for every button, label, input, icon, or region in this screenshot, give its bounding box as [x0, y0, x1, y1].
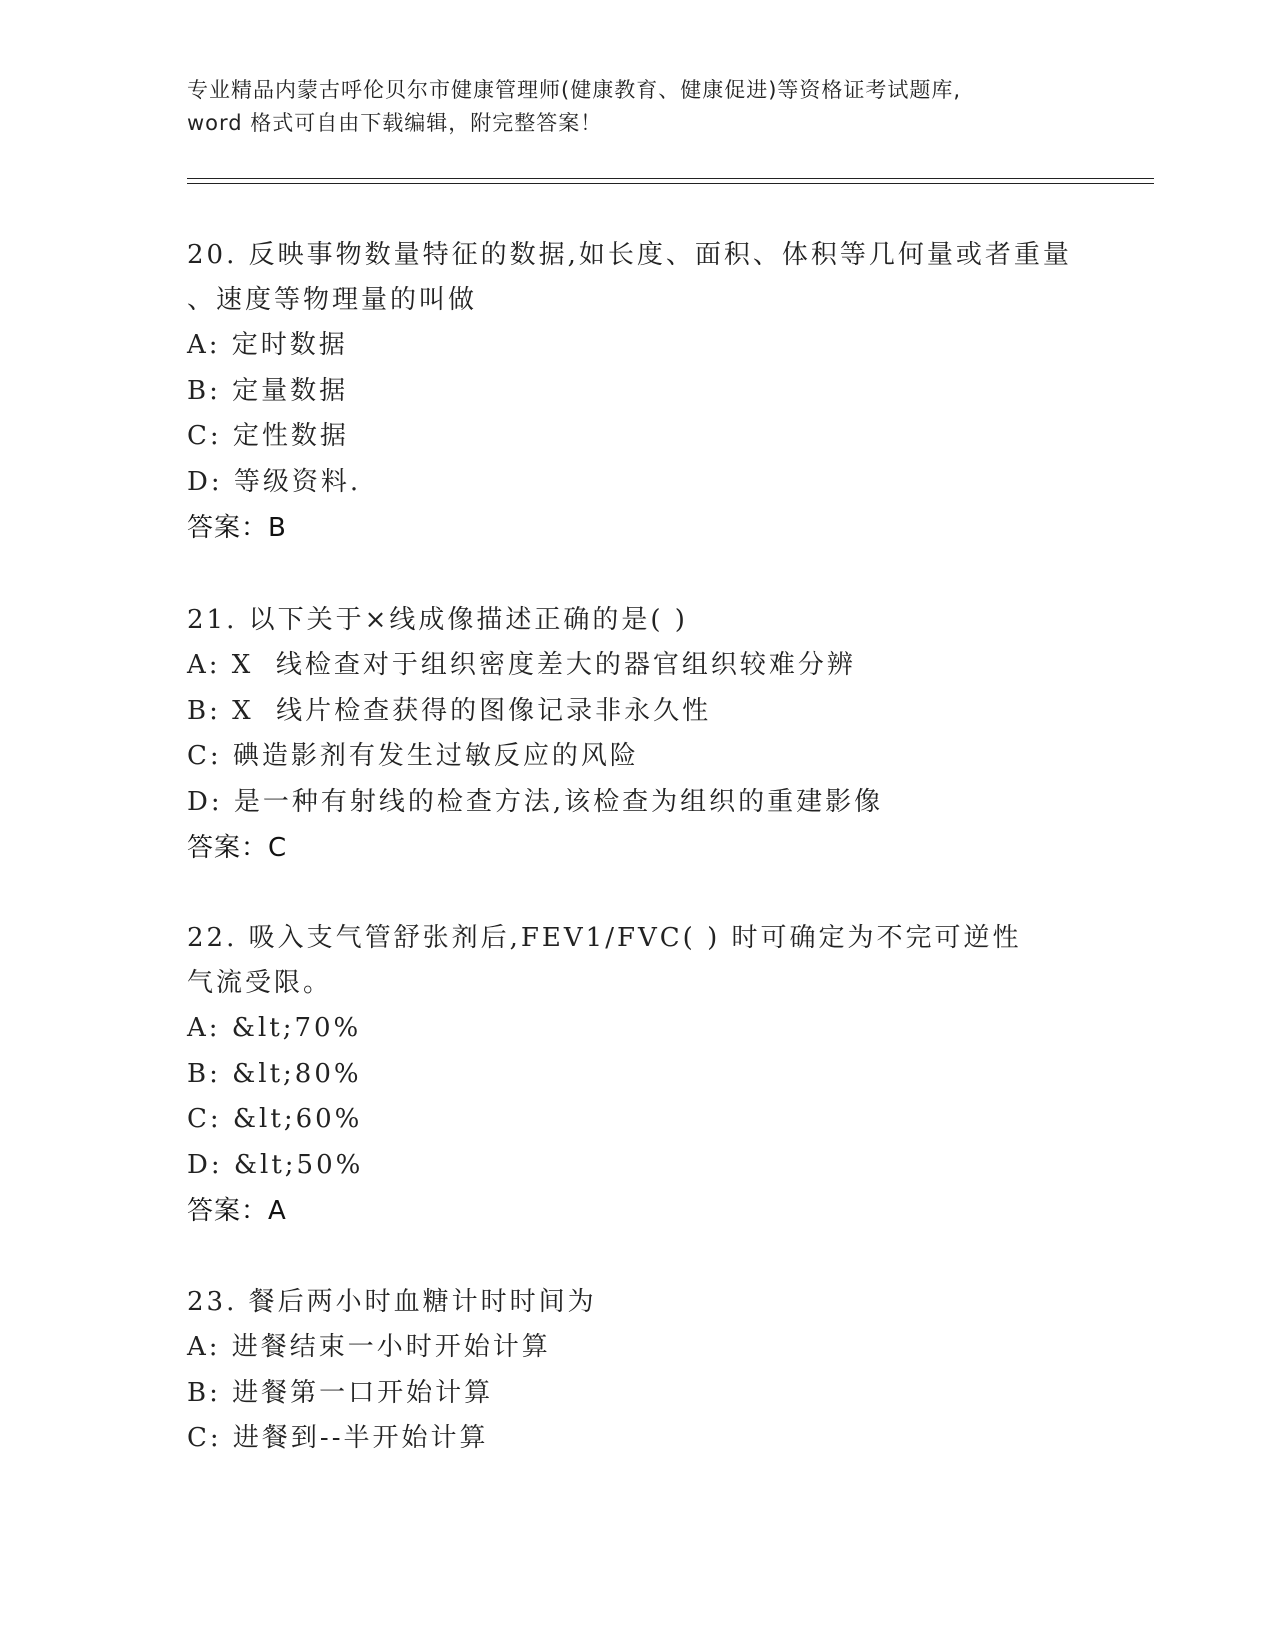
question-line: 、速度等物理量的叫做: [187, 285, 478, 315]
option-c: C: 碘造影剂有发生过敏反应的风险: [187, 741, 639, 771]
option-d: D: &lt;50%: [187, 1149, 364, 1180]
question-line: 20. 反映事物数量特征的数据,如长度、面积、体积等几何量或者重量: [187, 240, 1072, 270]
answer: 答案：C: [187, 833, 288, 863]
option-b: B: 进餐第一口开始计算: [187, 1377, 494, 1408]
question-line: 22. 吸入支气管舒张剂后,FEV1/FVC( ) 时可确定为不完可逆性: [187, 923, 1022, 953]
option-d: D: 是一种有射线的检查方法,该检查为组织的重建影像: [187, 786, 884, 817]
option-c: C: 进餐到--半开始计算: [187, 1423, 489, 1453]
question-text: [187, 598, 1087, 643]
question-23: [187, 1280, 1087, 1462]
question-line: 23. 餐后两小时血糖计时时间为: [187, 1287, 597, 1317]
option-a: A: X 线检查对于组织密度差大的器官组织较难分辨: [187, 650, 856, 680]
option-b: B: X 线片检查获得的图像记录非永久性: [187, 695, 712, 726]
option-b: B: 定量数据: [187, 375, 349, 406]
document-header: [187, 74, 1087, 140]
header-divider-bottom: [187, 183, 1154, 184]
question-20: [187, 233, 1087, 551]
question-line: 气流受限。: [187, 968, 333, 998]
option-a: A: 进餐结束一小时开始计算: [187, 1332, 551, 1362]
header-line-2: word 格式可自由下载编辑，附完整答案！: [187, 111, 603, 135]
option-a: A: &lt;70%: [187, 1013, 362, 1043]
option-b: B: &lt;80%: [187, 1058, 362, 1089]
header-divider-top: [187, 178, 1154, 179]
answer: 答案：B: [187, 513, 287, 543]
question-21: [187, 598, 1087, 871]
option-a: A: 定时数据: [187, 330, 348, 360]
answer: 答案：A: [187, 1196, 287, 1226]
option-c: C: &lt;60%: [187, 1104, 363, 1134]
question-line: 21. 以下关于×线成像描述正确的是( ): [187, 605, 688, 635]
option-c: C: 定性数据: [187, 421, 349, 451]
question-text: [187, 916, 1087, 1006]
question-22: [187, 916, 1087, 1234]
question-text: [187, 1280, 1087, 1325]
question-text: [187, 233, 1087, 323]
header-line-1: 专业精品内蒙古呼伦贝尔市健康管理师(健康教育、健康促进)等资格证考试题库,: [187, 78, 962, 102]
option-d: D: 等级资料.: [187, 466, 362, 497]
